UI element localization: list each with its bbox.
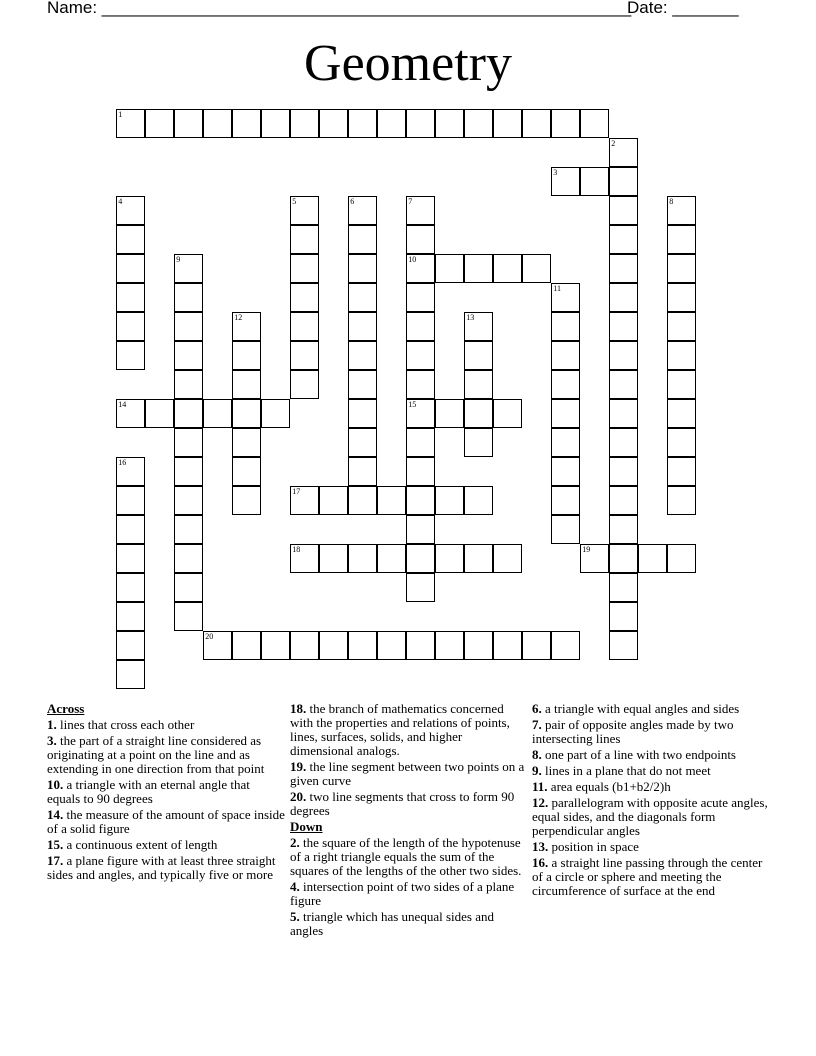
grid-cell[interactable] <box>638 544 667 573</box>
grid-cell[interactable] <box>464 254 493 283</box>
grid-cell[interactable] <box>290 631 319 660</box>
grid-cell[interactable] <box>551 457 580 486</box>
grid-cell[interactable] <box>667 486 696 515</box>
clue-down-11: 11. area equals (b1+b2/2)h <box>532 779 671 794</box>
grid-cell[interactable] <box>406 428 435 457</box>
grid-cell[interactable] <box>522 254 551 283</box>
clue-across-3: 3. the part of a straight line considered as originating at a point on the line and as extending in one direction from that point <box>47 733 265 776</box>
grid-cell[interactable] <box>116 283 145 312</box>
grid-cell[interactable] <box>116 109 145 138</box>
grid-cell[interactable] <box>406 370 435 399</box>
grid-cell[interactable] <box>609 167 638 196</box>
grid-cell[interactable] <box>116 544 145 573</box>
grid-cell[interactable] <box>464 109 493 138</box>
grid-cell[interactable] <box>609 370 638 399</box>
grid-cell[interactable] <box>609 573 638 602</box>
grid-cell[interactable] <box>667 312 696 341</box>
grid-cell[interactable] <box>551 399 580 428</box>
grid-cell[interactable] <box>145 109 174 138</box>
grid-cell[interactable] <box>406 544 435 573</box>
grid-cell[interactable] <box>551 283 580 312</box>
grid-cell[interactable] <box>464 341 493 370</box>
grid-cell[interactable] <box>435 631 464 660</box>
page-title: Geometry <box>304 35 512 92</box>
grid-cell[interactable] <box>116 486 145 515</box>
grid-cell[interactable] <box>348 196 377 225</box>
grid-cell[interactable] <box>493 254 522 283</box>
grid-cell[interactable] <box>232 457 261 486</box>
clue-number: 17 <box>292 487 301 497</box>
grid-cell[interactable] <box>580 167 609 196</box>
grid-cell[interactable] <box>609 515 638 544</box>
grid-cell[interactable] <box>348 109 377 138</box>
grid-cell[interactable] <box>377 486 406 515</box>
grid-cell[interactable] <box>464 428 493 457</box>
grid-cell[interactable] <box>174 254 203 283</box>
grid-cell[interactable] <box>174 312 203 341</box>
clue-number: 13 <box>466 313 475 323</box>
clue-number: 1 <box>118 110 123 120</box>
grid-cell[interactable] <box>667 341 696 370</box>
grid-cell[interactable] <box>551 312 580 341</box>
grid-cell[interactable] <box>580 544 609 573</box>
grid-cell[interactable] <box>406 341 435 370</box>
grid-cell[interactable] <box>580 109 609 138</box>
grid-cell[interactable] <box>174 486 203 515</box>
clues-column-2 <box>290 702 528 940</box>
clue-down-5: 5. triangle which has unequal sides and angles <box>290 909 494 938</box>
grid-cell[interactable] <box>609 631 638 660</box>
grid-cell[interactable] <box>174 399 203 428</box>
clue-number: 11 <box>553 284 561 294</box>
grid-cell[interactable] <box>377 544 406 573</box>
clue-down-12: 12. parallelogram with opposite acute angles, equal sides, and the diagonals form perpendicular angles <box>532 795 768 838</box>
grid-cell[interactable] <box>116 196 145 225</box>
grid-cell[interactable] <box>609 544 638 573</box>
clue-number: 5 <box>292 197 297 207</box>
clues-column-1 <box>47 702 285 884</box>
grid-cell[interactable] <box>174 109 203 138</box>
date-field[interactable]: Date: _______ <box>627 0 739 17</box>
grid-cell[interactable] <box>551 341 580 370</box>
grid-cell[interactable] <box>348 428 377 457</box>
clue-number: 4 <box>118 197 123 207</box>
grid-cell[interactable] <box>667 370 696 399</box>
grid-cell[interactable] <box>348 370 377 399</box>
grid-cell[interactable] <box>406 631 435 660</box>
grid-cell[interactable] <box>493 631 522 660</box>
grid-cell[interactable] <box>406 457 435 486</box>
grid-cell[interactable] <box>174 573 203 602</box>
grid-cell[interactable] <box>174 602 203 631</box>
grid-cell[interactable] <box>609 457 638 486</box>
grid-cell[interactable] <box>464 312 493 341</box>
grid-cell[interactable] <box>116 515 145 544</box>
grid-cell[interactable] <box>406 312 435 341</box>
grid-cell[interactable] <box>667 196 696 225</box>
grid-cell[interactable] <box>232 312 261 341</box>
grid-cell[interactable] <box>551 515 580 544</box>
grid-cell[interactable] <box>435 486 464 515</box>
grid-cell[interactable] <box>406 283 435 312</box>
grid-cell[interactable] <box>290 254 319 283</box>
clue-number: 10 <box>408 255 417 265</box>
grid-cell[interactable] <box>377 631 406 660</box>
grid-cell[interactable] <box>522 109 551 138</box>
grid-cell[interactable] <box>116 312 145 341</box>
grid-cell[interactable] <box>406 254 435 283</box>
clue-down-13: 13. position in space <box>532 839 639 854</box>
clue-number: 20 <box>205 632 214 642</box>
clue-across-15: 15. a continuous extent of length <box>47 837 218 852</box>
grid-cell[interactable] <box>116 631 145 660</box>
grid-cell[interactable] <box>667 428 696 457</box>
grid-cell[interactable] <box>290 486 319 515</box>
grid-cell[interactable] <box>348 283 377 312</box>
down-heading: Down <box>290 819 323 834</box>
grid-cell[interactable] <box>290 341 319 370</box>
clue-down-8: 8. one part of a line with two endpoints <box>532 747 736 762</box>
clue-number: 18 <box>292 545 301 555</box>
grid-cell[interactable] <box>435 109 464 138</box>
grid-cell[interactable] <box>406 196 435 225</box>
grid-cell[interactable] <box>406 225 435 254</box>
crossword-grid <box>117 110 717 710</box>
across-heading: Across <box>47 701 85 716</box>
grid-cell[interactable] <box>319 109 348 138</box>
grid-cell[interactable] <box>348 486 377 515</box>
grid-cell[interactable] <box>203 399 232 428</box>
grid-cell[interactable] <box>609 486 638 515</box>
grid-cell[interactable] <box>232 399 261 428</box>
grid-cell[interactable] <box>290 283 319 312</box>
grid-cell[interactable] <box>493 399 522 428</box>
grid-cell[interactable] <box>609 225 638 254</box>
clue-down-16: 16. a straight line passing through the center of a circle or sphere and meeting the circumference of surface at the end <box>532 855 763 898</box>
grid-cell[interactable] <box>261 399 290 428</box>
grid-cell[interactable] <box>377 109 406 138</box>
grid-cell[interactable] <box>319 631 348 660</box>
grid-cell[interactable] <box>174 283 203 312</box>
grid-cell[interactable] <box>232 341 261 370</box>
grid-cell[interactable] <box>232 486 261 515</box>
grid-cell[interactable] <box>551 167 580 196</box>
grid-cell[interactable] <box>116 254 145 283</box>
clue-number: 6 <box>350 197 355 207</box>
grid-cell[interactable] <box>667 254 696 283</box>
clue-number: 8 <box>669 197 674 207</box>
grid-cell[interactable] <box>174 515 203 544</box>
grid-cell[interactable] <box>406 573 435 602</box>
grid-cell[interactable] <box>667 225 696 254</box>
grid-cell[interactable] <box>174 544 203 573</box>
grid-cell[interactable] <box>203 109 232 138</box>
grid-cell[interactable] <box>464 544 493 573</box>
grid-cell[interactable] <box>290 109 319 138</box>
clue-number: 19 <box>582 545 591 555</box>
clue-number: 3 <box>553 168 558 178</box>
grid-cell[interactable] <box>232 428 261 457</box>
clue-down-6: 6. a triangle with equal angles and sides <box>532 701 740 716</box>
grid-cell[interactable] <box>116 602 145 631</box>
grid-cell[interactable] <box>261 631 290 660</box>
grid-cell[interactable] <box>551 109 580 138</box>
grid-cell[interactable] <box>232 631 261 660</box>
grid-cell[interactable] <box>348 544 377 573</box>
grid-cell[interactable] <box>290 370 319 399</box>
grid-cell[interactable] <box>667 283 696 312</box>
clue-across-19: 19. the line segment between two points on a given curve <box>290 759 525 788</box>
grid-cell[interactable] <box>319 486 348 515</box>
clue-number: 9 <box>176 255 181 265</box>
grid-cell[interactable] <box>348 399 377 428</box>
grid-cell[interactable] <box>493 544 522 573</box>
grid-cell[interactable] <box>609 341 638 370</box>
grid-cell[interactable] <box>551 631 580 660</box>
grid-cell[interactable] <box>290 312 319 341</box>
grid-cell[interactable] <box>551 370 580 399</box>
grid-cell[interactable] <box>290 544 319 573</box>
clue-number: 15 <box>408 400 417 410</box>
grid-cell[interactable] <box>464 486 493 515</box>
grid-cell[interactable] <box>435 399 464 428</box>
grid-cell[interactable] <box>609 312 638 341</box>
grid-cell[interactable] <box>232 109 261 138</box>
grid-cell[interactable] <box>522 631 551 660</box>
grid-cell[interactable] <box>174 457 203 486</box>
grid-cell[interactable] <box>464 631 493 660</box>
grid-cell[interactable] <box>609 428 638 457</box>
grid-cell[interactable] <box>609 399 638 428</box>
grid-cell[interactable] <box>174 341 203 370</box>
grid-cell[interactable] <box>464 370 493 399</box>
grid-cell[interactable] <box>319 544 348 573</box>
grid-cell[interactable] <box>435 254 464 283</box>
clues-column-3 <box>532 702 770 900</box>
grid-cell[interactable] <box>406 109 435 138</box>
grid-cell[interactable] <box>348 225 377 254</box>
grid-cell[interactable] <box>406 515 435 544</box>
grid-cell[interactable] <box>406 399 435 428</box>
grid-cell[interactable] <box>261 109 290 138</box>
grid-cell[interactable] <box>609 602 638 631</box>
grid-cell[interactable] <box>348 254 377 283</box>
grid-cell[interactable] <box>116 225 145 254</box>
grid-cell[interactable] <box>116 399 145 428</box>
clue-down-4: 4. intersection point of two sides of a plane figure <box>290 879 515 908</box>
grid-cell[interactable] <box>174 370 203 399</box>
clue-across-10: 10. a triangle with an eternal angle that equals to 90 degrees <box>47 777 250 806</box>
grid-cell[interactable] <box>406 486 435 515</box>
clue-number: 16 <box>118 458 127 468</box>
clue-across-18: 18. the branch of mathematics concerned with the properties and relations of points, lines, surfaces, solids, and higher dimensional analogs. <box>290 701 510 758</box>
grid-cell[interactable] <box>609 196 638 225</box>
grid-cell[interactable] <box>348 341 377 370</box>
grid-cell[interactable] <box>290 196 319 225</box>
grid-cell[interactable] <box>348 312 377 341</box>
clue-across-20: 20. two line segments that cross to form 90 degrees <box>290 789 515 818</box>
grid-cell[interactable] <box>667 457 696 486</box>
clue-across-17: 17. a plane figure with at least three straight sides and angles, and typically five or more <box>47 853 276 882</box>
grid-cell[interactable] <box>435 544 464 573</box>
clue-across-1: 1. lines that cross each other <box>47 717 195 732</box>
grid-cell[interactable] <box>493 109 522 138</box>
grid-cell[interactable] <box>290 225 319 254</box>
grid-cell[interactable] <box>145 399 174 428</box>
name-field[interactable]: Name: ________________________________________________________ <box>47 0 632 17</box>
grid-cell[interactable] <box>667 399 696 428</box>
grid-cell[interactable] <box>551 486 580 515</box>
grid-cell[interactable] <box>348 631 377 660</box>
grid-cell[interactable] <box>232 370 261 399</box>
grid-cell[interactable] <box>667 544 696 573</box>
clue-across-14: 14. the measure of the amount of space inside of a solid figure <box>47 807 285 836</box>
grid-cell[interactable] <box>116 341 145 370</box>
grid-cell[interactable] <box>609 254 638 283</box>
grid-cell[interactable] <box>174 428 203 457</box>
grid-cell[interactable] <box>551 428 580 457</box>
grid-cell[interactable] <box>348 457 377 486</box>
clue-number: 12 <box>234 313 243 323</box>
grid-cell[interactable] <box>464 399 493 428</box>
grid-cell[interactable] <box>116 457 145 486</box>
clue-number: 14 <box>118 400 127 410</box>
clue-down-9: 9. lines in a plane that do not meet <box>532 763 711 778</box>
clue-number: 7 <box>408 197 413 207</box>
grid-cell[interactable] <box>609 138 638 167</box>
grid-cell[interactable] <box>609 283 638 312</box>
clue-down-7: 7. pair of opposite angles made by two intersecting lines <box>532 717 734 746</box>
clue-number: 2 <box>611 139 616 149</box>
grid-cell[interactable] <box>116 573 145 602</box>
grid-cell[interactable] <box>116 660 145 689</box>
grid-cell[interactable] <box>203 631 232 660</box>
clue-down-2: 2. the square of the length of the hypotenuse of a right triangle equals the sum of the squares of the lengths of the other two sides. <box>290 835 522 878</box>
